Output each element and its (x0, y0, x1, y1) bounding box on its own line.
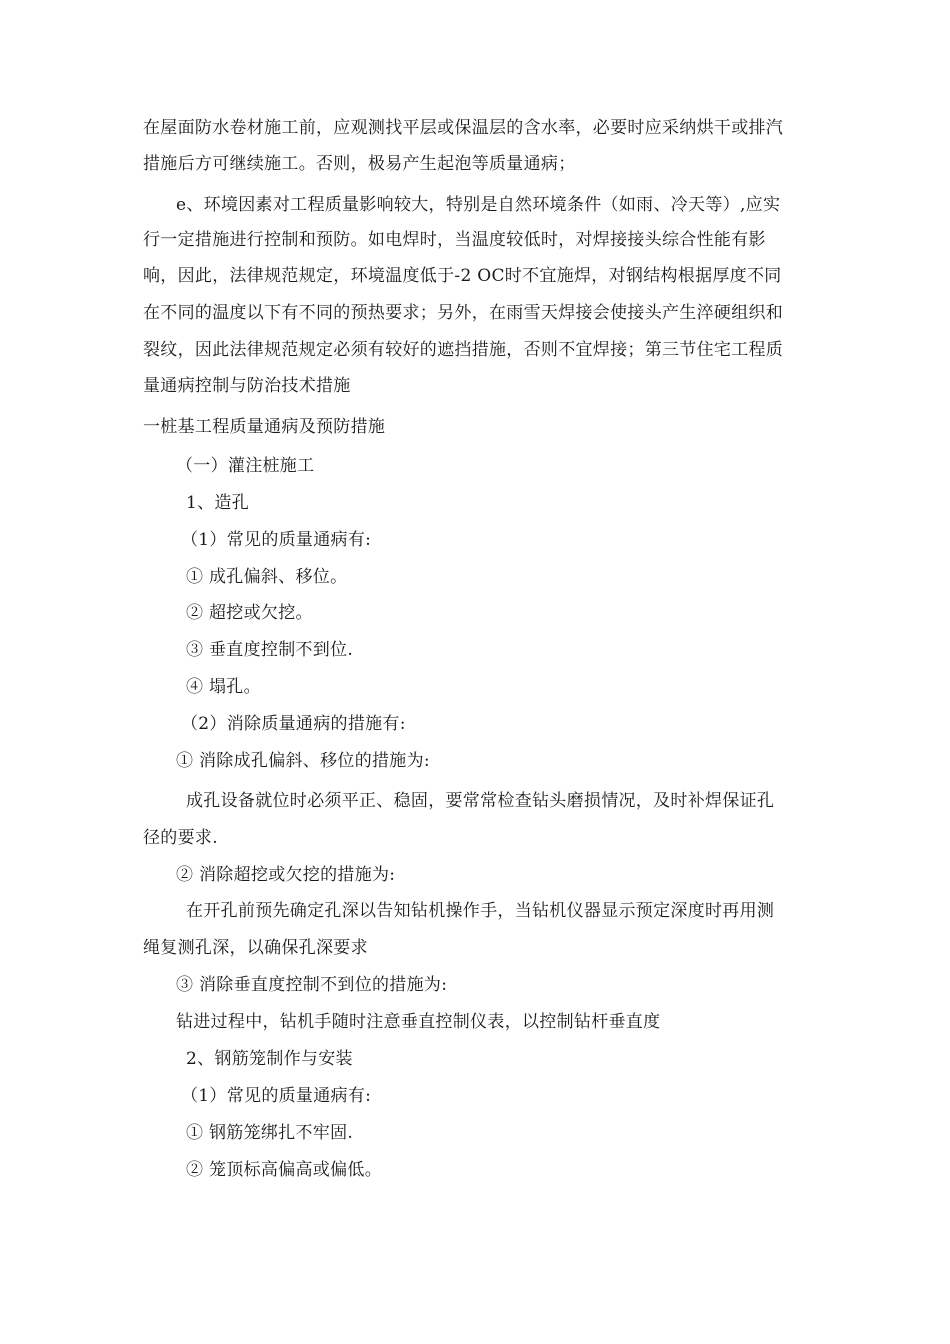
paragraph-line: e、环境因素对工程质量影响较大，特别是自然环境条件（如雨、冷天等）,应实 (176, 195, 781, 215)
section-heading: 一桩基工程质量通病及预防措施 (143, 417, 386, 437)
list-item: ③ 垂直度控制不到位. (186, 640, 354, 660)
paragraph-line: 径的要求. (143, 828, 218, 848)
paragraph-line: 钻进过程中，钻机手随时注意垂直控制仪表，以控制钻杆垂直度 (176, 1012, 661, 1032)
list-item: ① 成孔偏斜、移位。 (186, 567, 348, 587)
list-item: ③ 消除垂直度控制不到位的措施为: (176, 975, 448, 995)
paragraph-line: 成孔设备就位时必须平正、稳固，要常常检查钻头磨损情况，及时补焊保证孔 (186, 791, 775, 811)
paragraph-line: 响，因此，法律规范规定，环境温度低于-2 OC时不宜施焊，对钢结构根据厚度不同 (143, 266, 782, 286)
subsection-heading: （一）灌注桩施工 (176, 456, 315, 476)
item-heading: 2、钢筋笼制作与安装 (186, 1049, 353, 1069)
list-item: ② 消除超挖或欠挖的措施为: (176, 865, 396, 885)
paragraph-line: 在屋面防水卷材施工前，应观测找平层或保温层的含水率，必要时应采纳烘干或排汽 (143, 118, 784, 138)
paragraph-line: 行一定措施进行控制和预防。如电焊时，当温度较低时，对焊接接头综合性能有影 (143, 230, 766, 250)
paragraph-line: 裂纹，因此法律规范规定必须有较好的遮挡措施，否则不宜焊接；第三节住宅工程质 (143, 340, 784, 360)
list-heading: （2）消除质量通病的措施有: (181, 714, 406, 734)
item-heading: 1、造孔 (186, 493, 250, 513)
list-heading: （1）常见的质量通病有: (181, 1086, 372, 1106)
paragraph-line: 量通病控制与防治技术措施 (143, 376, 351, 396)
list-item: ④ 塌孔。 (186, 677, 261, 697)
paragraph-line: 在开孔前预先确定孔深以告知钻机操作手，当钻机仪器显示预定深度时再用测 (186, 901, 775, 921)
paragraph-line: 在不同的温度以下有不同的预热要求；另外，在雨雪天焊接会使接头产生淬硬组织和 (143, 303, 784, 323)
paragraph-line: 绳复测孔深，以确保孔深要求 (143, 938, 368, 958)
list-item: ② 超挖或欠挖。 (186, 603, 313, 623)
list-heading: （1）常见的质量通病有: (181, 530, 372, 550)
list-item: ② 笼顶标高偏高或偏低。 (186, 1160, 383, 1180)
paragraph-line: 措施后方可继续施工。否则，极易产生起泡等质量通病； (143, 154, 576, 174)
list-item: ① 消除成孔偏斜、移位的措施为: (176, 751, 430, 771)
list-item: ① 钢筋笼绑扎不牢固. (186, 1123, 354, 1143)
